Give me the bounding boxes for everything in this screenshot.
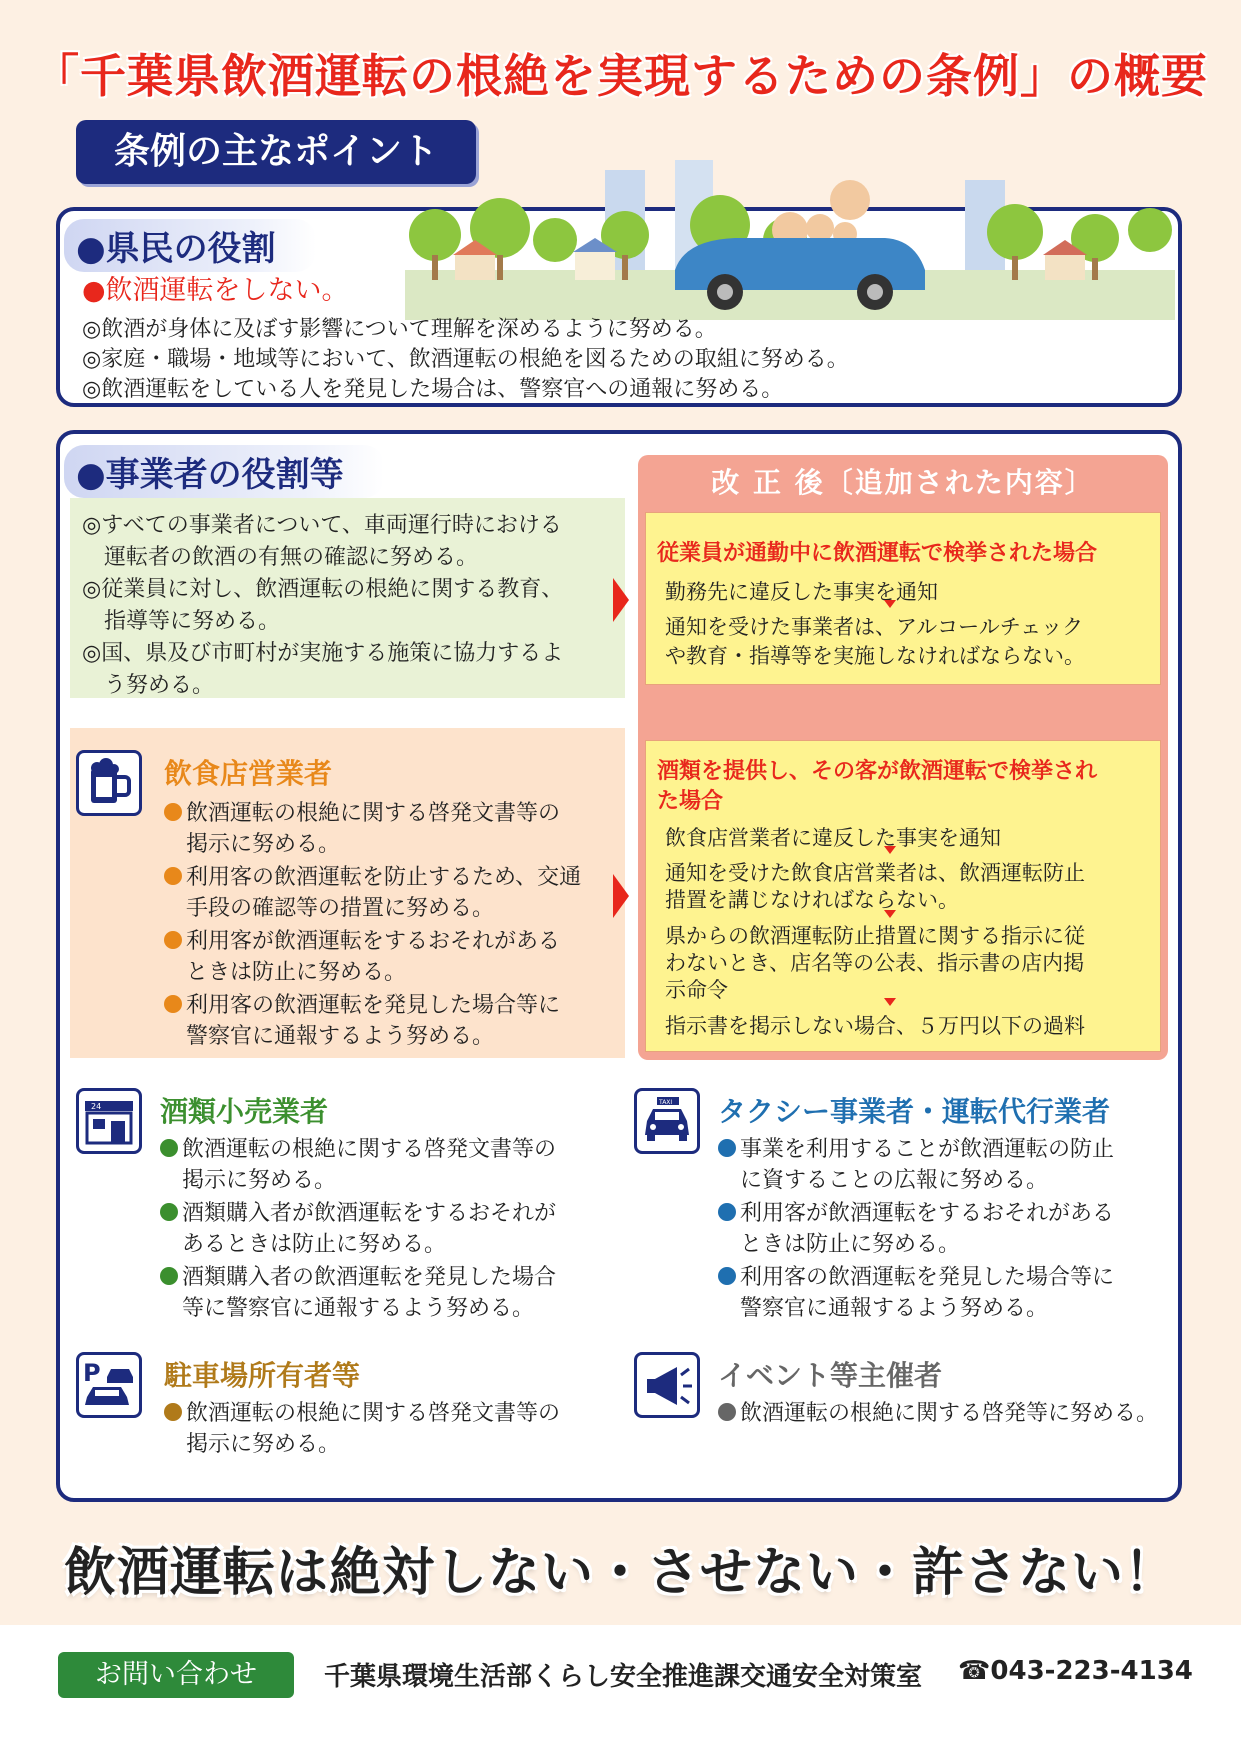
down-arrow-icon <box>884 910 896 918</box>
revision-title: た場合 <box>657 789 724 814</box>
taxi-item: 事業を利用することが飲酒運転の防止 <box>718 1132 1114 1163</box>
general-item: ◎国、県及び市町村が実施する施策に協力するよ <box>82 641 564 666</box>
town-car-illustration <box>405 160 1175 320</box>
revision-line: 指示書を掲示しない場合、５万円以下の過料 <box>665 1014 1085 1038</box>
taxi-item-cont: ときは防止に努める。 <box>740 1232 961 1257</box>
convenience-store-icon <box>76 1088 142 1154</box>
revision-line: や教育・指導等を実施しなければならない。 <box>665 644 1085 668</box>
restaurant-title: 飲食店営業者 <box>164 757 333 790</box>
taxi-icon <box>634 1088 700 1154</box>
revision-title: 酒類を提供し、その客が飲酒運転で検挙され <box>657 759 1098 784</box>
liquor-item: 飲酒運転の根絶に関する啓発文書等の <box>160 1132 556 1163</box>
citizens-item: ◎飲酒運転をしている人を発見した場合は、警察官への通報に努める。 <box>82 377 784 402</box>
svg-text:P: P <box>83 1359 101 1387</box>
taxi-title: タクシー事業者・運転代行業者 <box>718 1095 1111 1128</box>
down-arrow-icon <box>884 600 896 608</box>
revision-line: わないとき、店名等の公表、指示書の店内掲 <box>665 951 1085 975</box>
taxi-item-cont: 警察官に通報するよう努める。 <box>740 1296 1049 1321</box>
liquor-item-cont: あるときは防止に努める。 <box>182 1232 447 1257</box>
arrow-right-icon <box>613 578 629 622</box>
contact-label: お問い合わせ <box>58 1652 294 1698</box>
event-item: 飲酒運転の根絶に関する啓発等に努める。 <box>718 1396 1158 1427</box>
restaurant-item-cont: 警察官に通報するよう努める。 <box>186 1024 495 1049</box>
liquor-item: 酒類購入者が飲酒運転をするおそれが <box>160 1196 556 1227</box>
parking-item-cont: 掲示に努める。 <box>186 1432 341 1457</box>
revision-line: 措置を講じなければならない。 <box>665 888 959 912</box>
revision-line: 示命令 <box>665 978 728 1002</box>
down-arrow-icon <box>884 998 896 1006</box>
revision-line: 勤務先に違反した事実を通知 <box>665 580 938 604</box>
event-title: イベント等主催者 <box>718 1359 943 1392</box>
business-heading: ●事業者の役割等 <box>64 445 384 498</box>
general-item: ◎すべての事業者について、車両運行時における <box>82 513 562 538</box>
page-title: 「千葉県飲酒運転の根絶を実現するための条例」の概要 <box>33 49 1208 103</box>
liquor-item-cont: 掲示に努める。 <box>182 1168 337 1193</box>
svg-text:TAXI: TAXI <box>659 1099 673 1106</box>
slogan: 飲酒運転は絶対しない・させない・許さない！ <box>63 1543 1177 1603</box>
taxi-item: 利用客の飲酒運転を発見した場合等に <box>718 1260 1114 1291</box>
revision-line: 飲食店営業者に違反した事実を通知 <box>665 826 1001 850</box>
phone-number[interactable]: ☎043-223-4134 <box>958 1656 1193 1686</box>
points-label: 条例の主なポイント <box>76 120 476 184</box>
citizens-main-rule: ●飲酒運転をしない。 <box>82 275 349 306</box>
restaurant-item: 飲酒運転の根絶に関する啓発文書等の <box>164 796 560 827</box>
restaurant-item: 利用客が飲酒運転をするおそれがある <box>164 924 560 955</box>
citizens-heading: ●県民の役割 <box>64 219 316 272</box>
down-arrow-icon <box>884 846 896 854</box>
restaurant-item: 利用客の飲酒運転を発見した場合等に <box>164 988 560 1019</box>
arrow-right-icon <box>613 874 629 918</box>
department: 千葉県環境生活部くらし安全推進課交通安全対策室 <box>324 1662 923 1692</box>
citizens-item: ◎家庭・職場・地域等において、飲酒運転の根絶を図るための取組に努める。 <box>82 347 849 372</box>
revision-line: 通知を受けた事業者は、アルコールチェック <box>665 615 1084 639</box>
restaurant-item-cont: 掲示に努める。 <box>186 832 341 857</box>
megaphone-icon <box>634 1352 700 1418</box>
restaurant-item-cont: ときは防止に努める。 <box>186 960 407 985</box>
revision-title: 従業員が通勤中に飲酒運転で検挙された場合 <box>657 541 1098 566</box>
revision-line: 通知を受けた飲食店営業者は、飲酒運転防止 <box>665 861 1085 885</box>
citizens-item: ◎飲酒が身体に及ぼす影響について理解を深めるように努める。 <box>82 317 717 342</box>
general-item: ◎従業員に対し、飲酒運転の根絶に関する教育、 <box>82 577 564 602</box>
revision-line: 県からの飲酒運転防止措置に関する指示に従 <box>665 924 1085 948</box>
revision-heading: 改 正 後〔追加された内容〕 <box>711 466 1095 499</box>
beer-mug-icon <box>76 750 142 816</box>
liquor-title: 酒類小売業者 <box>160 1095 329 1128</box>
restaurant-item-cont: 手段の確認等の措置に努める。 <box>186 896 495 921</box>
taxi-item-cont: に資することの広報に努める。 <box>740 1168 1049 1193</box>
parking-title: 駐車場所有者等 <box>164 1359 361 1392</box>
parking-item: 飲酒運転の根絶に関する啓発文書等の <box>164 1396 560 1427</box>
general-item: 運転者の飲酒の有無の確認に努める。 <box>82 545 479 570</box>
general-item: 指導等に努める。 <box>82 609 281 634</box>
taxi-item: 利用客が飲酒運転をするおそれがある <box>718 1196 1114 1227</box>
parking-icon <box>76 1352 142 1418</box>
liquor-item-cont: 等に警察官に通報するよう努める。 <box>182 1296 535 1321</box>
restaurant-item: 利用客の飲酒運転を防止するため、交通 <box>164 860 581 891</box>
svg-text:24: 24 <box>91 1102 102 1111</box>
general-item: う努める。 <box>82 673 215 698</box>
liquor-item: 酒類購入者の飲酒運転を発見した場合 <box>160 1260 556 1291</box>
